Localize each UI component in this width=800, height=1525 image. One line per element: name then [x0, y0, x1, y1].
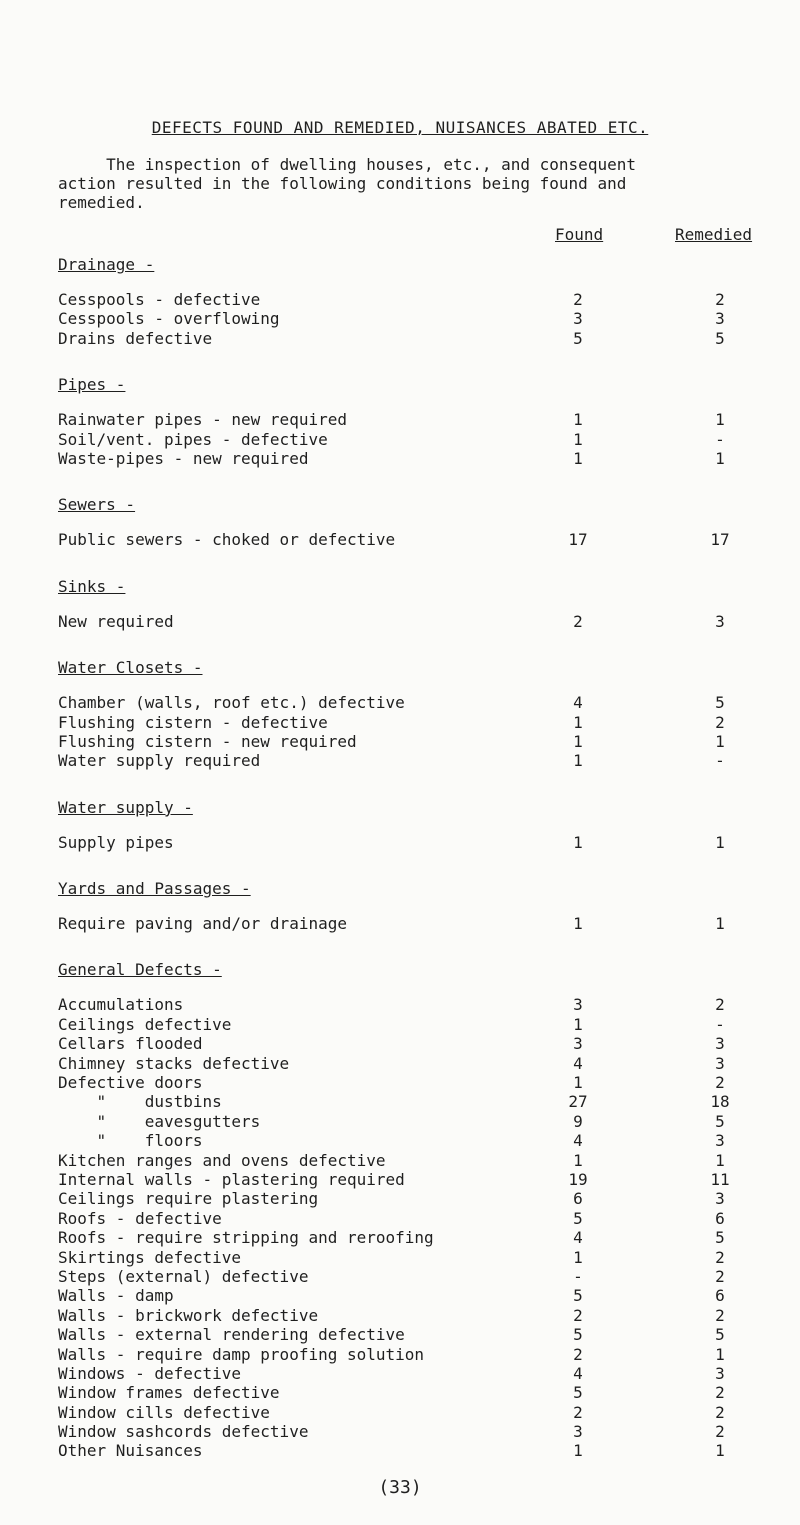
row-label: Accumulations [58, 995, 184, 1015]
row-found-value: 19 [568, 1169, 588, 1189]
row-found-value: 5 [573, 1325, 583, 1345]
table-row [58, 1170, 800, 1189]
table-row [58, 1403, 800, 1422]
column-header-found: Found [555, 225, 604, 244]
row-found-value: 4 [573, 1131, 583, 1151]
row-found-value: 1 [573, 1150, 583, 1170]
intro-paragraph: The inspection of dwelling houses, etc., and consequent action resulted in the following conditions being found and remedied. [58, 155, 636, 212]
row-remedied-value: 2 [715, 995, 725, 1015]
row-label: Roofs - require stripping and reroofing [58, 1228, 434, 1248]
table-row [58, 430, 800, 449]
row-label: Waste-pipes - new required [58, 448, 309, 468]
row-label: Supply pipes [58, 832, 174, 852]
table-row [58, 693, 800, 712]
row-found-value: 2 [573, 290, 583, 309]
row-remedied-value: 6 [715, 1286, 725, 1306]
row-label: Rainwater pipes - new required [58, 410, 347, 430]
row-label: " floors [58, 1131, 203, 1151]
row-remedied-value: 3 [715, 1131, 725, 1151]
row-found-value: 4 [573, 1363, 583, 1383]
table-row [58, 1345, 800, 1364]
row-remedied-value: 1 [715, 448, 725, 468]
table-row [58, 1054, 800, 1073]
row-remedied-value: 2 [715, 1422, 725, 1442]
row-remedied-value: 5 [715, 1325, 725, 1345]
row-label: New required [58, 611, 174, 631]
row-label: Internal walls - plastering required [58, 1169, 405, 1189]
row-label: Require paving and/or drainage [58, 914, 347, 934]
row-found-value: 5 [573, 328, 583, 348]
section-title: Pipes - [58, 375, 126, 395]
table-row [58, 1151, 800, 1170]
table-row [58, 1073, 800, 1092]
table-row [58, 1228, 800, 1247]
section [58, 372, 800, 468]
row-found-value: 1 [573, 448, 583, 468]
row-remedied-value: 1 [715, 1150, 725, 1170]
table-row [58, 1383, 800, 1402]
row-remedied-value: 1 [715, 914, 725, 934]
table-row [58, 1286, 800, 1305]
row-label: Window sashcords defective [58, 1422, 309, 1442]
row-label: Soil/vent. pipes - defective [58, 429, 328, 449]
row-remedied-value: 5 [715, 693, 725, 713]
row-label: Defective doors [58, 1073, 203, 1093]
table-row [58, 1441, 800, 1460]
row-found-value: 1 [573, 914, 583, 934]
table-row [58, 1248, 800, 1267]
row-label: Chamber (walls, roof etc.) defective [58, 693, 405, 713]
row-label: Drains defective [58, 328, 213, 348]
table-row [58, 995, 800, 1014]
row-label: Skirtings defective [58, 1247, 242, 1267]
row-remedied-value: 3 [715, 1189, 725, 1209]
section-title: Yards and Passages - [58, 879, 251, 899]
row-found-value: 1 [573, 712, 583, 732]
table-row [58, 410, 800, 429]
section-title: Sewers - [58, 495, 136, 515]
row-found-value: 1 [573, 429, 583, 449]
row-found-value: 3 [573, 995, 583, 1015]
column-header-remedied: Remedied [675, 225, 753, 244]
row-remedied-value: 2 [715, 1305, 725, 1325]
row-remedied-value: 1 [715, 832, 725, 852]
section-title: Sinks - [58, 576, 126, 596]
row-remedied-value: - [715, 1014, 725, 1034]
row-remedied-value: - [715, 429, 725, 449]
table-row [58, 1092, 800, 1111]
row-found-value: 5 [573, 1286, 583, 1306]
row-remedied-value: 3 [715, 1363, 725, 1383]
row-remedied-value: 3 [715, 1034, 725, 1054]
table-row [58, 530, 800, 549]
table-row [58, 1131, 800, 1150]
page-title: DEFECTS FOUND AND REMEDIED, NUISANCES ABATED ETC. [151, 118, 649, 137]
row-label: Ceilings require plastering [58, 1189, 319, 1209]
row-label: Walls - damp [58, 1286, 174, 1306]
section [58, 957, 800, 1460]
row-found-value: 1 [573, 832, 583, 852]
row-label: Chimney stacks defective [58, 1053, 290, 1073]
row-label: Windows - defective [58, 1363, 242, 1383]
row-label: Kitchen ranges and ovens defective [58, 1150, 386, 1170]
row-label: Roofs - defective [58, 1208, 222, 1228]
row-found-value: 2 [573, 1344, 583, 1364]
section [58, 876, 800, 933]
row-found-value: 6 [573, 1189, 583, 1209]
page-number: (33) [378, 1477, 422, 1498]
row-remedied-value: 2 [715, 1266, 725, 1286]
row-remedied-value: 11 [710, 1169, 730, 1189]
section-title: Water Closets - [58, 658, 203, 678]
row-remedied-value: 2 [715, 290, 725, 309]
row-label: Walls - require damp proofing solution [58, 1344, 425, 1364]
row-remedied-value: 2 [715, 1073, 725, 1093]
table-row [58, 914, 800, 933]
row-remedied-value: 3 [715, 1053, 725, 1073]
row-label: Other Nuisances [58, 1441, 203, 1461]
row-found-value: 4 [573, 1228, 583, 1248]
row-found-value: 4 [573, 693, 583, 713]
table-row [58, 1364, 800, 1383]
section [58, 252, 800, 348]
table-row [58, 833, 800, 852]
row-label: Flushing cistern - new required [58, 731, 357, 751]
row-remedied-value: 1 [715, 1344, 725, 1364]
table-row [58, 1015, 800, 1034]
table-row [58, 1112, 800, 1131]
row-label: Window cills defective [58, 1402, 270, 1422]
row-label: " eavesgutters [58, 1111, 261, 1131]
row-remedied-value: 2 [715, 1383, 725, 1403]
row-found-value: 2 [573, 611, 583, 631]
row-remedied-value: - [715, 751, 725, 771]
row-label: Window frames defective [58, 1383, 280, 1403]
row-remedied-value: 1 [715, 410, 725, 430]
row-remedied-value: 2 [715, 1247, 725, 1267]
table-row [58, 732, 800, 751]
defects-table [58, 252, 800, 1485]
row-found-value: 1 [573, 1073, 583, 1093]
row-found-value: 1 [573, 731, 583, 751]
row-label: Walls - external rendering defective [58, 1325, 405, 1345]
table-row [58, 1189, 800, 1208]
row-found-value: 5 [573, 1383, 583, 1403]
row-remedied-value: 1 [715, 731, 725, 751]
table-row [58, 290, 800, 309]
row-found-value: 27 [568, 1092, 588, 1112]
section [58, 655, 800, 771]
row-remedied-value: 5 [715, 328, 725, 348]
table-row [58, 1306, 800, 1325]
row-label: Cellars flooded [58, 1034, 203, 1054]
row-found-value: 4 [573, 1053, 583, 1073]
row-found-value: 5 [573, 1208, 583, 1228]
row-found-value: 1 [573, 751, 583, 771]
row-label: Public sewers - choked or defective [58, 530, 396, 550]
row-label: Steps (external) defective [58, 1266, 309, 1286]
section-title: Water supply - [58, 797, 193, 817]
row-label: Flushing cistern - defective [58, 712, 328, 732]
row-label: Cesspools - overflowing [58, 309, 280, 329]
row-found-value: 1 [573, 410, 583, 430]
table-row [58, 751, 800, 770]
row-label: Ceilings defective [58, 1014, 232, 1034]
row-label: " dustbins [58, 1092, 222, 1112]
row-remedied-value: 1 [715, 1441, 725, 1461]
section [58, 795, 800, 852]
row-found-value: 1 [573, 1014, 583, 1034]
table-row [58, 309, 800, 328]
section [58, 492, 800, 549]
row-found-value: - [573, 1266, 583, 1286]
row-found-value: 2 [573, 1402, 583, 1422]
row-remedied-value: 2 [715, 1402, 725, 1422]
table-row [58, 329, 800, 348]
table-row [58, 612, 800, 631]
row-found-value: 1 [573, 1247, 583, 1267]
table-row [58, 1034, 800, 1053]
table-row [58, 1422, 800, 1441]
row-label: Water supply required [58, 751, 261, 771]
row-found-value: 3 [573, 1034, 583, 1054]
table-row [58, 1267, 800, 1286]
row-found-value: 9 [573, 1111, 583, 1131]
row-found-value: 3 [573, 309, 583, 329]
row-remedied-value: 3 [715, 611, 725, 631]
row-remedied-value: 6 [715, 1208, 725, 1228]
row-found-value: 2 [573, 1305, 583, 1325]
row-remedied-value: 18 [710, 1092, 730, 1112]
table-row [58, 449, 800, 468]
section-title: General Defects - [58, 960, 222, 980]
section [58, 574, 800, 631]
row-remedied-value: 17 [710, 530, 730, 550]
row-found-value: 17 [568, 530, 588, 550]
row-remedied-value: 5 [715, 1111, 725, 1131]
section-title: Drainage - [58, 255, 155, 274]
table-row [58, 1209, 800, 1228]
table-row [58, 713, 800, 732]
table-row [58, 1325, 800, 1344]
row-label: Walls - brickwork defective [58, 1305, 319, 1325]
row-found-value: 3 [573, 1422, 583, 1442]
row-remedied-value: 2 [715, 712, 725, 732]
row-found-value: 1 [573, 1441, 583, 1461]
row-remedied-value: 5 [715, 1228, 725, 1248]
row-remedied-value: 3 [715, 309, 725, 329]
row-label: Cesspools - defective [58, 290, 261, 309]
